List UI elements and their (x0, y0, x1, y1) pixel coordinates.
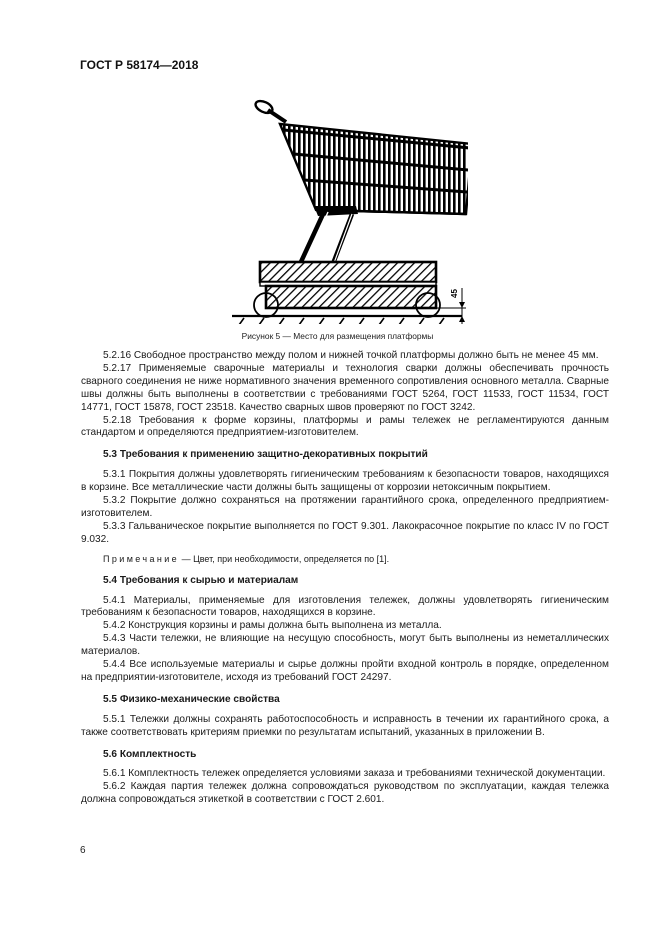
heading-5-5: 5.5 Физико-механические свойства (103, 693, 280, 705)
paragraph-5-2-17: 5.2.17 Применяемые сварочные материалы и технология сварки должны обеспечивать прочность сварного соединения не ниже нормативного значения временного сопротивления основного металла. Сварные швы должны быть выполнены в соответствии с требованиями ГОСТ 5264, ГОСТ 11533, ГОСТ 11534, ГОСТ 14771, ГОСТ 15878, ГОСТ 23518. Качество сварных швов проверяют по ГОСТ 3242. (81, 362, 609, 413)
standard-header: ГОСТ Р 58174—2018 (80, 58, 199, 72)
dimension-label: 45 (450, 289, 459, 298)
page-number: 6 (80, 845, 86, 856)
paragraph-5-2-16: 5.2.16 Свободное пространство между полом и нижней точкой платформы должно быть не менее 45 мм. (103, 350, 599, 361)
paragraph-5-4-4: 5.4.4 Все используемые материалы и сырье должны пройти входной контроль в порядке, определенном на предприятии-изготовителе, исходя из требований ГОСТ 24297. (81, 659, 609, 683)
paragraph-5-4-2: 5.4.2 Конструкция корзины и рамы должна быть выполнена из металла. (103, 620, 442, 632)
figure-caption: Рисунок 5 — Место для размещения платформы (241, 331, 434, 341)
heading-5-3: 5.3 Требования к применению защитно-декоративных покрытий (103, 449, 428, 461)
paragraph-5-6-2: 5.6.2 Каждая партия тележек должна сопровождаться руководством по эксплуатации, каждая тележка должна сопровождаться этикеткой в соответствии с ГОСТ 2.601. (81, 781, 609, 806)
heading-5-4: 5.4 Требования к сырью и материалам (103, 574, 299, 586)
document-body (81, 350, 609, 807)
paragraph-5-4-3: 5.4.3 Части тележки, не влияющие на несущую способность, могут быть выполнены из неметаллических материалов. (81, 633, 609, 658)
heading-5-6: 5.6 Комплектность (103, 748, 197, 760)
paragraph-5-2-18: 5.2.18 Требования к форме корзины, платформы и рамы тележек не регламентируются данным стандартом и определяются предприятием-изготовителем. (81, 414, 609, 439)
paragraph-5-6-1: 5.6.1 Комплектность тележек определяется условиями заказа и требованиями технической документации. (103, 768, 606, 780)
paragraph-5-3-1: 5.3.1 Покрытия должны удовлетворять гигиеническим требованиям к безопасности товаров, находящихся в корзине. Все металлические части должны быть защищены от коррозии нетоксичным покрытием. (81, 469, 609, 494)
note-text: — Цвет, при необходимости, определяется по [1]. (179, 553, 390, 564)
note (81, 553, 609, 566)
figure-5 (228, 92, 468, 324)
paragraph-5-5-1: 5.5.1 Тележки должны сохранять работоспособность и исправность в течении их гарантийного срока, а также соответствовать критериям приемки по результатам испытаний, указанных в приложении В. (81, 713, 609, 738)
shopping-cart-drawing-icon (228, 92, 468, 324)
paragraph-5-3-3: 5.3.3 Гальваническое покрытие выполняется по ГОСТ 9.301. Лакокрасочное покрытие по класс IV по ГОСТ 9.032. (81, 520, 609, 545)
note-label: Примечание (103, 553, 180, 564)
paragraph-5-3-2: 5.3.2 Покрытие должно сохраняться на протяжении гарантийного срока, определенного предприятием-изготовителем. (81, 495, 609, 519)
paragraph-5-4-1: 5.4.1 Материалы, применяемые для изготовления тележек, должны удовлетворять гигиеническим требованиям к безопасности товаров, находящихся в корзине. (81, 594, 609, 619)
